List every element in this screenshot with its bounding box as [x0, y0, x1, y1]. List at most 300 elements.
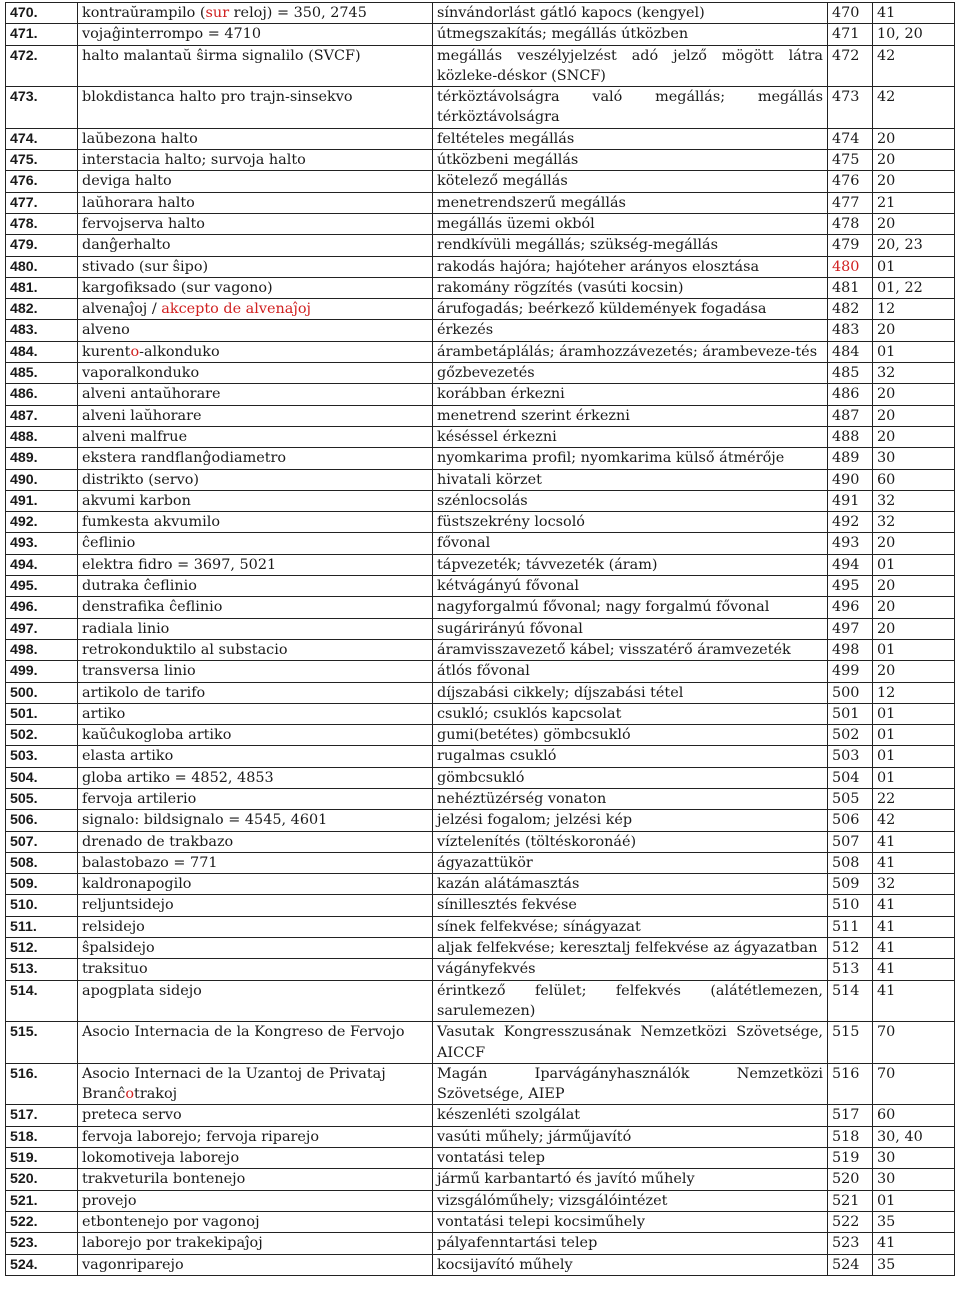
category-code: 41: [873, 3, 955, 24]
text-segment: laŭbezona halto: [82, 130, 198, 147]
text-segment: tápvezeték; távvezeték (áram): [437, 556, 658, 573]
hungarian-term: [433, 618, 828, 639]
hungarian-term: [433, 448, 828, 469]
category-code: 20: [873, 128, 955, 149]
entry-number: 516.: [6, 1063, 78, 1105]
text-segment: 523: [832, 1235, 860, 1252]
text-segment: Asocio Internacia de la Kongreso de Fervojo: [82, 1024, 405, 1041]
esperanto-term: [78, 1022, 433, 1064]
text-segment: késéssel érkezni: [437, 428, 557, 445]
table-row: [6, 1148, 955, 1169]
entry-reference: [828, 1254, 873, 1275]
text-segment: 504: [832, 769, 860, 786]
text-segment: globa artiko = 4852, 4853: [82, 769, 274, 786]
highlighted-text: akcepto de alvenaĵoj: [161, 301, 311, 318]
hungarian-term: [433, 746, 828, 767]
text-segment: 493: [832, 535, 860, 552]
category-code: 70: [873, 1022, 955, 1064]
text-segment: elektra fidro = 3697, 5021: [82, 556, 277, 573]
text-segment: nagyforgalmú fővonal; nagy forgalmú fővonal: [437, 599, 770, 616]
table-row: [6, 788, 955, 809]
text-segment: balastobazo = 771: [82, 854, 218, 871]
entry-number: 510.: [6, 895, 78, 916]
text-segment: rakomány rögzítés (vasúti kocsin): [437, 279, 684, 296]
entry-number: 506.: [6, 810, 78, 831]
text-segment: kargofiksado (sur vagono): [82, 279, 273, 296]
category-code: 35: [873, 1254, 955, 1275]
table-row: [6, 980, 955, 1022]
table-row: [6, 554, 955, 575]
entry-reference: [828, 639, 873, 660]
text-segment: ekstera randflanĝodiametro: [82, 450, 287, 467]
text-segment: térköztávolságra való megállás; megállás térköztávolságra: [437, 89, 823, 126]
entry-reference: [828, 1148, 873, 1169]
table-row: [6, 703, 955, 724]
category-code: 70: [873, 1063, 955, 1105]
table-row: [6, 171, 955, 192]
category-code: 01: [873, 256, 955, 277]
category-code: 41: [873, 895, 955, 916]
text-segment: 515: [832, 1024, 860, 1041]
entry-number: 507.: [6, 831, 78, 852]
entry-reference: [828, 1233, 873, 1254]
entry-reference: [828, 1063, 873, 1105]
text-segment: 490: [832, 471, 860, 488]
category-code: 20: [873, 171, 955, 192]
text-segment: 484: [832, 343, 860, 360]
text-segment: artiko: [82, 705, 126, 722]
text-segment: denstrafika ĉeflinio: [82, 599, 223, 616]
text-segment: lokomotiveja laborejo: [82, 1150, 240, 1167]
hungarian-term: [433, 788, 828, 809]
category-code: 12: [873, 682, 955, 703]
category-code: 01: [873, 767, 955, 788]
text-segment: rakodás hajóra; hajóteher arányos elosztása: [437, 258, 760, 275]
table-row: [6, 746, 955, 767]
text-segment: díjszabási cikkely; díjszabási tétel: [437, 684, 684, 701]
text-segment: alveni laŭhorare: [82, 407, 202, 424]
text-segment: átlós fővonal: [437, 663, 530, 680]
table-row: [6, 45, 955, 87]
table-row: [6, 938, 955, 959]
entry-reference: [828, 192, 873, 213]
hungarian-term: [433, 703, 828, 724]
highlighted-text: o: [130, 343, 140, 360]
table-row: [6, 874, 955, 895]
text-segment: 500: [832, 684, 860, 701]
esperanto-term: [78, 405, 433, 426]
text-segment: 491: [832, 492, 860, 509]
entry-reference: [828, 171, 873, 192]
hungarian-term: [433, 767, 828, 788]
text-segment: vontatási telep: [437, 1150, 545, 1167]
category-code: 20: [873, 597, 955, 618]
table-row: [6, 24, 955, 45]
table-row: [6, 916, 955, 937]
text-segment: fervoja artilerio: [82, 790, 197, 807]
entry-number: 514.: [6, 980, 78, 1022]
highlighted-text: o: [125, 1086, 135, 1103]
table-row: [6, 576, 955, 597]
esperanto-term: [78, 256, 433, 277]
text-segment: pályafenntartási telep: [437, 1235, 598, 1252]
text-segment: 511: [832, 918, 860, 935]
entry-reference: [828, 1105, 873, 1126]
text-segment: 518: [832, 1128, 860, 1145]
category-code: 35: [873, 1211, 955, 1232]
text-segment: 507: [832, 833, 860, 850]
entry-reference: [828, 597, 873, 618]
table-row: [6, 512, 955, 533]
text-segment: fervoja laborejo; fervoja riparejo: [82, 1128, 320, 1145]
hungarian-term: [433, 895, 828, 916]
text-segment: gőzbevezetés: [437, 365, 535, 382]
esperanto-term: [78, 874, 433, 895]
text-segment: kaldronapogilo: [82, 876, 192, 893]
hungarian-term: [433, 639, 828, 660]
category-code: 41: [873, 916, 955, 937]
entry-number: 515.: [6, 1022, 78, 1064]
text-segment: dutraka ĉeflinio: [82, 578, 197, 595]
hungarian-term: [433, 1169, 828, 1190]
text-segment: 499: [832, 663, 860, 680]
category-code: 30: [873, 448, 955, 469]
highlighted-text: sur: [205, 5, 230, 21]
category-code: 21: [873, 192, 955, 213]
text-segment: 475: [832, 152, 860, 169]
esperanto-term: [78, 1148, 433, 1169]
hungarian-term: [433, 87, 828, 129]
entry-number: 481.: [6, 277, 78, 298]
text-segment: kaŭĉukogloba artiko: [82, 727, 232, 744]
entry-number: 474.: [6, 128, 78, 149]
entry-reference: [828, 788, 873, 809]
text-segment: trakveturila bontenejo: [82, 1171, 246, 1188]
hungarian-term: [433, 277, 828, 298]
text-segment: provejo: [82, 1192, 137, 1209]
entry-number: 505.: [6, 788, 78, 809]
text-segment: 473: [832, 89, 860, 106]
hungarian-term: [433, 1105, 828, 1126]
entry-number: 485.: [6, 363, 78, 384]
esperanto-term: [78, 959, 433, 980]
text-segment: halto malantaŭ ŝirma signalilo (SVCF): [82, 47, 361, 64]
text-segment: alveno: [82, 322, 130, 339]
esperanto-term: [78, 1169, 433, 1190]
category-code: 01: [873, 1190, 955, 1211]
text-segment: víztelenítés (töltéskoronáé): [437, 833, 637, 850]
esperanto-term: [78, 299, 433, 320]
entry-number: 487.: [6, 405, 78, 426]
esperanto-term: [78, 490, 433, 511]
text-segment: jelzési fogalom; jelzési kép: [437, 812, 633, 829]
text-segment: laŭhorara halto: [82, 194, 195, 211]
text-segment: készenléti szolgálat: [437, 1107, 581, 1124]
text-segment: Vasutak Kongresszusának Nemzetközi Szövetsége, AICCF: [437, 1024, 823, 1061]
text-segment: stivado (sur ŝipo): [82, 258, 209, 275]
text-segment: 512: [832, 940, 860, 957]
hungarian-term: [433, 682, 828, 703]
category-code: 41: [873, 1233, 955, 1254]
entry-reference: [828, 277, 873, 298]
hungarian-term: [433, 980, 828, 1022]
text-segment: 495: [832, 578, 860, 595]
entry-number: 519.: [6, 1148, 78, 1169]
text-segment: 513: [832, 961, 860, 978]
entry-number: 473.: [6, 87, 78, 129]
text-segment: füstszekrény locsoló: [437, 514, 585, 531]
text-segment: aljak felfekvése; keresztalj felfekvése az ágyazatban: [437, 940, 818, 957]
entry-reference: [828, 24, 873, 45]
text-segment: kontraŭrampilo (: [82, 5, 206, 21]
table-row: [6, 959, 955, 980]
category-code: 01: [873, 341, 955, 362]
entry-reference: [828, 384, 873, 405]
entry-number: 470.: [6, 3, 78, 24]
table-row: [6, 1211, 955, 1232]
entry-reference: [828, 320, 873, 341]
esperanto-term: [78, 1211, 433, 1232]
entry-reference: [828, 959, 873, 980]
table-row: [6, 618, 955, 639]
text-segment: szénlocsolás: [437, 492, 528, 509]
text-segment: menetrend szerint érkezni: [437, 407, 630, 424]
category-code: 22: [873, 788, 955, 809]
esperanto-term: [78, 320, 433, 341]
hungarian-term: [433, 490, 828, 511]
text-segment: 479: [832, 237, 860, 254]
hungarian-term: [433, 320, 828, 341]
hungarian-term: [433, 213, 828, 234]
hungarian-term: [433, 1063, 828, 1105]
hungarian-term: [433, 1190, 828, 1211]
text-segment: alveni malfrue: [82, 428, 188, 445]
category-code: 01: [873, 639, 955, 660]
entry-reference: [828, 746, 873, 767]
entry-number: 509.: [6, 874, 78, 895]
text-segment: 506: [832, 812, 860, 829]
table-row: [6, 448, 955, 469]
hungarian-term: [433, 916, 828, 937]
text-segment: kétvágányú fővonal: [437, 578, 579, 595]
entry-reference: [828, 682, 873, 703]
hungarian-term: [433, 597, 828, 618]
hungarian-term: [433, 810, 828, 831]
category-code: 20: [873, 426, 955, 447]
table-row: [6, 1254, 955, 1275]
esperanto-term: [78, 1233, 433, 1254]
text-segment: vizsgálóműhely; vizsgálóintézet: [437, 1192, 668, 1209]
esperanto-term: [78, 852, 433, 873]
text-segment: kocsijavító műhely: [437, 1256, 573, 1273]
category-code: 30: [873, 1148, 955, 1169]
text-segment: retrokonduktilo al substacio: [82, 641, 288, 658]
entry-number: 495.: [6, 576, 78, 597]
text-segment: 516: [832, 1065, 860, 1082]
entry-reference: [828, 341, 873, 362]
category-code: 30: [873, 1169, 955, 1190]
entry-number: 501.: [6, 703, 78, 724]
esperanto-term: [78, 45, 433, 87]
text-segment: 488: [832, 428, 860, 445]
entry-reference: [828, 213, 873, 234]
table-row: [6, 128, 955, 149]
esperanto-term: [78, 128, 433, 149]
hungarian-term: [433, 299, 828, 320]
table-row: [6, 661, 955, 682]
hungarian-term: [433, 235, 828, 256]
esperanto-term: [78, 980, 433, 1022]
hungarian-term: [433, 24, 828, 45]
category-code: 41: [873, 980, 955, 1022]
esperanto-term: [78, 916, 433, 937]
category-code: 60: [873, 469, 955, 490]
table-row: [6, 3, 955, 24]
hungarian-term: [433, 959, 828, 980]
text-segment: gömbcsukló: [437, 769, 525, 786]
table-row: [6, 810, 955, 831]
text-segment: 487: [832, 407, 860, 424]
entry-number: 517.: [6, 1105, 78, 1126]
entry-number: 524.: [6, 1254, 78, 1275]
table-row: [6, 405, 955, 426]
text-segment: 522: [832, 1213, 860, 1230]
category-code: 41: [873, 831, 955, 852]
text-segment: danĝerhalto: [82, 237, 171, 254]
text-segment: vaporalkonduko: [82, 365, 200, 382]
text-segment: Magán Iparvágányhasználók Nemzetközi Szövetsége, AIEP: [437, 1065, 823, 1103]
text-segment: 509: [832, 876, 860, 893]
text-segment: nyomkarima profil; nyomkarima külső átmérője: [437, 450, 785, 467]
category-code: 60: [873, 1105, 955, 1126]
text-segment: sugárirányú fővonal: [437, 620, 583, 637]
text-segment: 485: [832, 365, 860, 382]
hungarian-term: [433, 469, 828, 490]
category-code: 20: [873, 576, 955, 597]
text-segment: 501: [832, 705, 860, 722]
hungarian-term: [433, 661, 828, 682]
entry-reference: [828, 852, 873, 873]
text-segment: blokdistanca halto pro trajn-sinsekvo: [82, 89, 353, 106]
text-segment: 505: [832, 790, 860, 807]
esperanto-term: [78, 277, 433, 298]
entry-number: 508.: [6, 852, 78, 873]
table-row: [6, 384, 955, 405]
esperanto-term: [78, 938, 433, 959]
entry-number: 492.: [6, 512, 78, 533]
entry-reference: [828, 469, 873, 490]
text-segment: menetrendszerű megállás: [437, 194, 626, 211]
entry-number: 502.: [6, 725, 78, 746]
esperanto-term: [78, 341, 433, 362]
entry-reference: [828, 150, 873, 171]
hungarian-term: [433, 171, 828, 192]
esperanto-term: [78, 87, 433, 129]
text-segment: ĉeflinio: [82, 535, 136, 552]
text-segment: rugalmas csukló: [437, 748, 557, 765]
category-code: 42: [873, 87, 955, 129]
hungarian-term: [433, 256, 828, 277]
category-code: 32: [873, 874, 955, 895]
esperanto-term: [78, 639, 433, 660]
text-segment: 503: [832, 748, 860, 765]
category-code: 20: [873, 533, 955, 554]
esperanto-term: [78, 1105, 433, 1126]
entry-number: 475.: [6, 150, 78, 171]
entry-reference: [828, 1190, 873, 1211]
entry-reference: [828, 128, 873, 149]
esperanto-term: [78, 150, 433, 171]
text-segment: áramvisszavezető kábel; visszatérő áramvezeték: [437, 641, 791, 658]
category-code: 20, 23: [873, 235, 955, 256]
table-row: [6, 682, 955, 703]
table-row: [6, 426, 955, 447]
category-code: 12: [873, 299, 955, 320]
text-segment: 477: [832, 194, 860, 211]
text-segment: apogplata sidejo: [82, 982, 202, 999]
text-segment: kötelező megállás: [437, 173, 568, 190]
entry-number: 496.: [6, 597, 78, 618]
hungarian-term: [433, 150, 828, 171]
table-row: [6, 1190, 955, 1211]
text-segment: gumi(betétes) gömbcsukló: [437, 727, 631, 744]
text-segment: ŝpalsidejo: [82, 940, 155, 957]
esperanto-term: [78, 24, 433, 45]
category-code: 42: [873, 45, 955, 87]
esperanto-term: [78, 426, 433, 447]
text-segment: útközbeni megállás: [437, 152, 579, 169]
entry-reference: [828, 256, 873, 277]
entry-reference: [828, 576, 873, 597]
category-code: 20: [873, 213, 955, 234]
entry-number: 493.: [6, 533, 78, 554]
text-segment: elasta artiko: [82, 748, 174, 765]
esperanto-term: [78, 576, 433, 597]
entry-reference: [828, 874, 873, 895]
entry-reference: [828, 980, 873, 1022]
text-segment: 497: [832, 620, 860, 637]
category-code: 01: [873, 725, 955, 746]
table-row: [6, 256, 955, 277]
entry-reference: [828, 618, 873, 639]
text-segment: 481: [832, 279, 860, 296]
esperanto-term: [78, 703, 433, 724]
esperanto-term: [78, 597, 433, 618]
text-segment: kazán alátámasztás: [437, 876, 580, 893]
text-segment: 502: [832, 727, 860, 744]
hungarian-term: [433, 576, 828, 597]
text-segment: árufogadás; beérkező küldemények fogadása: [437, 301, 767, 318]
hungarian-term: [433, 1211, 828, 1232]
table-row: [6, 277, 955, 298]
entry-number: 483.: [6, 320, 78, 341]
text-segment: megállás veszélyjelzést adó jelző mögött látra közleke-déskor (SNCF): [437, 47, 823, 84]
entry-reference: [828, 767, 873, 788]
hungarian-term: [433, 533, 828, 554]
table-row: [6, 1126, 955, 1147]
hungarian-term: [433, 852, 828, 873]
text-segment: vágányfekvés: [437, 961, 536, 978]
entry-number: 498.: [6, 639, 78, 660]
entry-number: 476.: [6, 171, 78, 192]
text-segment: traksituo: [82, 961, 148, 978]
text-segment: 489: [832, 450, 860, 467]
text-segment: transversa linio: [82, 663, 196, 680]
esperanto-term: [78, 171, 433, 192]
text-segment: relsidejo: [82, 918, 145, 935]
category-code: 42: [873, 810, 955, 831]
text-segment: alvenaĵoj /: [82, 301, 162, 318]
